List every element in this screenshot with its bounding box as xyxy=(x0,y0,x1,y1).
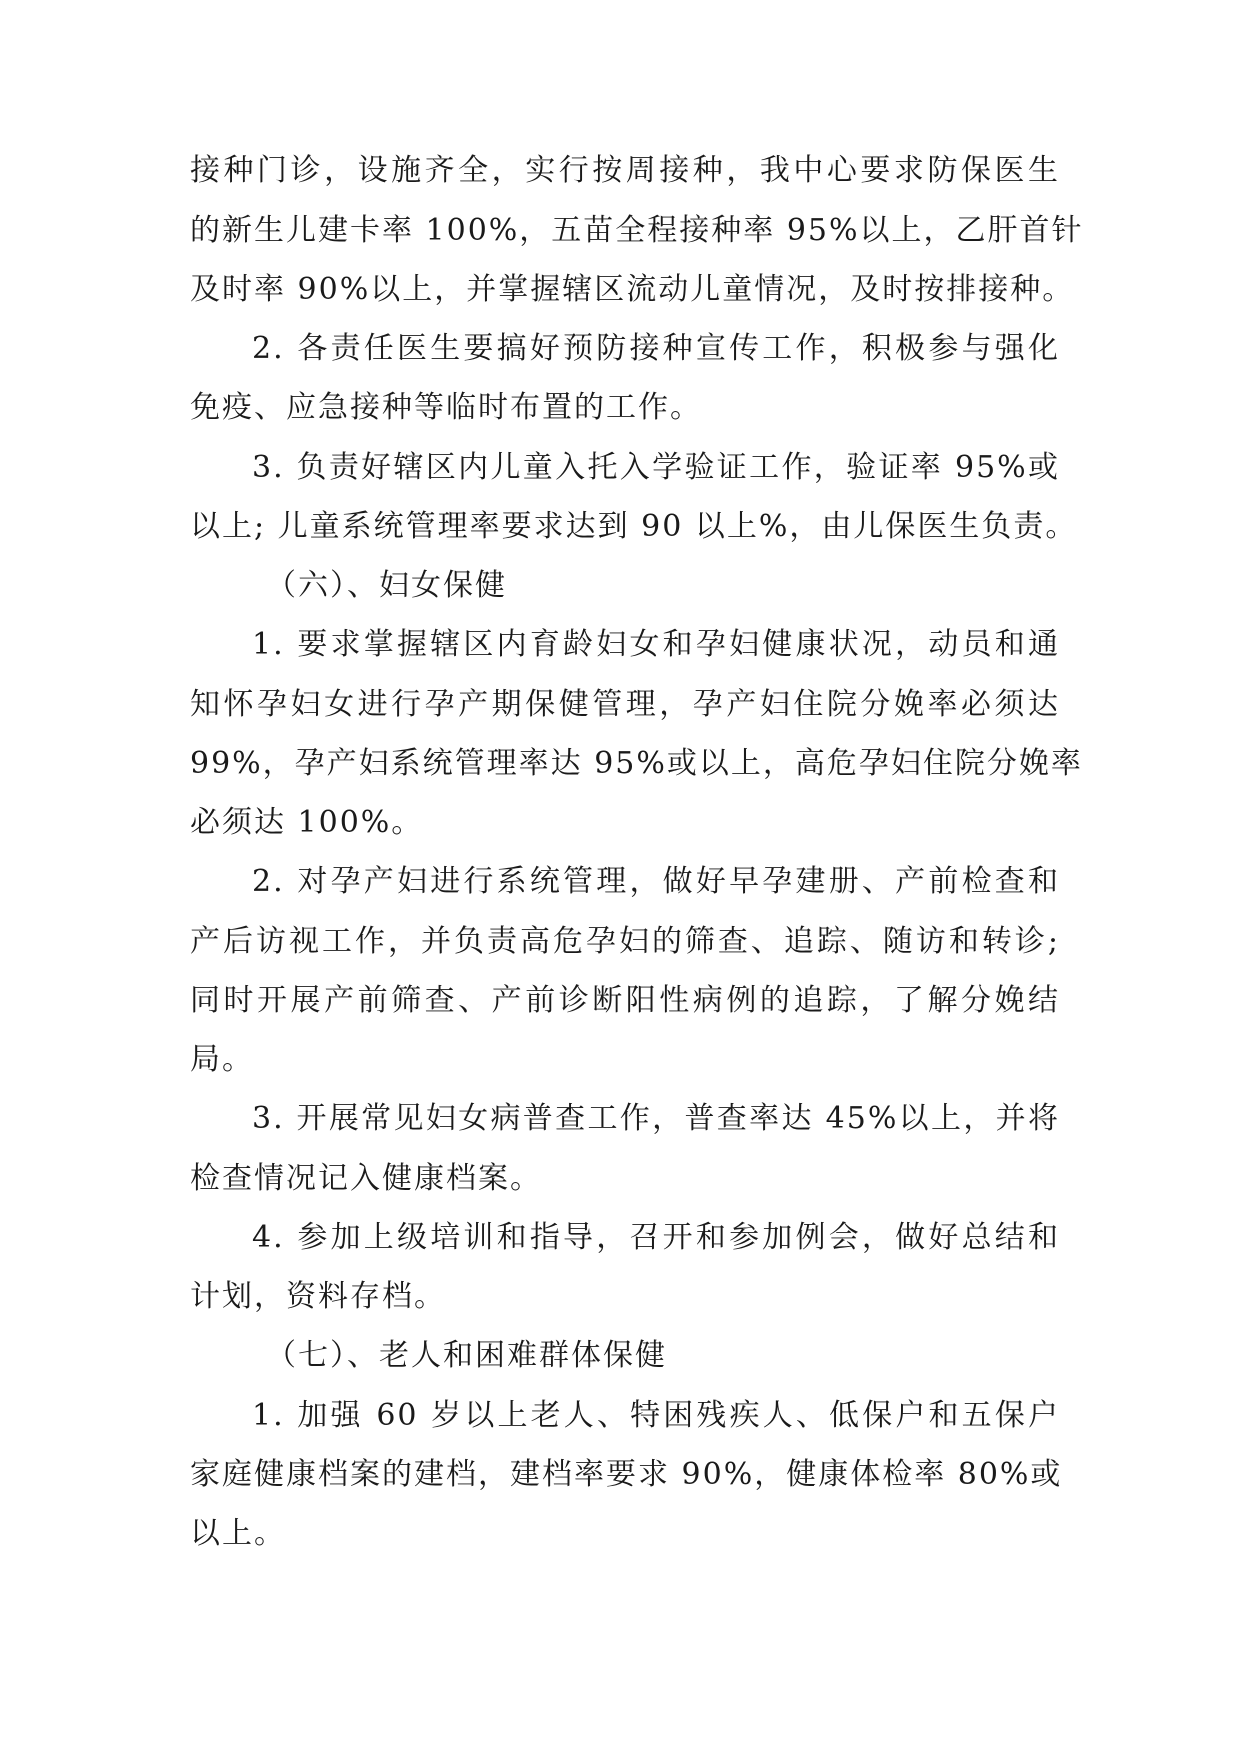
text-line: 1. 要求掌握辖区内育龄妇女和孕妇健康状况，动员和通 xyxy=(252,627,1060,662)
text-line: 产后访视工作，并负责高危孕妇的筛查、追踪、随访和转诊; xyxy=(190,924,1060,959)
text-line: 免疫、应急接种等临时布置的工作。 xyxy=(190,390,702,425)
text-line: 计划，资料存档。 xyxy=(190,1279,446,1314)
text-line: 知怀孕妇女进行孕产期保健管理，孕产妇住院分娩率必须达 xyxy=(190,687,1060,722)
text-line: 同时开展产前筛查、产前诊断阳性病例的追踪，了解分娩结 xyxy=(190,983,1060,1018)
text-line: 接种门诊，设施齐全，实行按周接种，我中心要求防保医生 xyxy=(190,153,1060,188)
text-line: 1. 加强 60 岁以上老人、特困残疾人、低保户和五保户 xyxy=(252,1398,1060,1433)
text-line: 的新生儿建卡率 100%，五苗全程接种率 95%以上，乙肝首针 xyxy=(190,213,1084,248)
text-line: 以上。 xyxy=(190,1516,286,1551)
text-line: 必须达 100%。 xyxy=(190,805,424,840)
text-line: 2. 各责任医生要搞好预防接种宣传工作，积极参与强化 xyxy=(252,331,1060,366)
text-line: 3. 负责好辖区内儿童入托入学验证工作，验证率 95%或 xyxy=(252,450,1060,485)
text-line: 检查情况记入健康档案。 xyxy=(190,1161,542,1196)
section-heading: （七）、老人和困难群体保健 xyxy=(266,1338,667,1373)
text-line: 99%，孕产妇系统管理率达 95%或以上，高危孕妇住院分娩率 xyxy=(190,746,1083,781)
section-heading: （六）、妇女保健 xyxy=(266,568,507,603)
text-line: 3. 开展常见妇女病普查工作，普查率达 45%以上，并将 xyxy=(252,1101,1060,1136)
text-line: 4. 参加上级培训和指导，召开和参加例会，做好总结和 xyxy=(252,1220,1060,1255)
text-line: 2. 对孕产妇进行系统管理，做好早孕建册、产前检查和 xyxy=(252,864,1060,899)
text-line: 以上; 儿童系统管理率要求达到 90 以上%，由儿保医生负责。 xyxy=(190,509,1078,544)
text-line: 局。 xyxy=(190,1042,254,1077)
text-line: 家庭健康档案的建档，建档率要求 90%，健康体检率 80%或 xyxy=(190,1457,1063,1492)
text-line: 及时率 90%以上，并掌握辖区流动儿童情况，及时按排接种。 xyxy=(190,272,1075,307)
